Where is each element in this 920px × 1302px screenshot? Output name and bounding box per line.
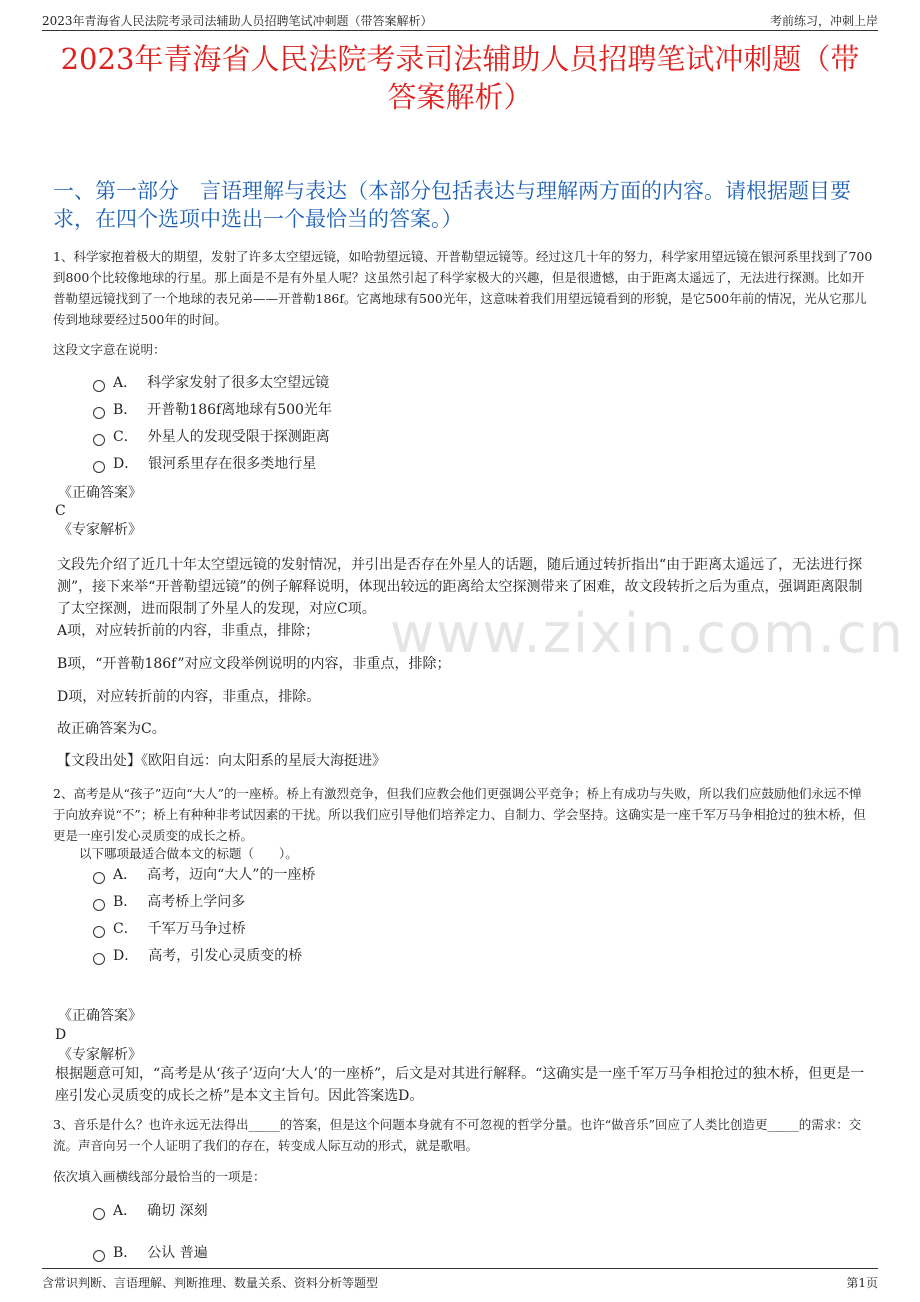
page-number: 第1页 xyxy=(846,1276,878,1290)
q3-prompt: 依次填入画横线部分最恰当的一项是： xyxy=(53,1169,266,1184)
header-title: 2023年青海省人民法院考录司法辅助人员招聘笔试冲刺题（带答案解析） xyxy=(42,14,433,28)
option-letter: B． xyxy=(113,894,138,910)
option-text: 开普勒186f离地球有500光年 xyxy=(147,402,332,418)
option-text: 科学家发射了很多太空望远镜 xyxy=(147,375,330,391)
q1-conclusion: 故正确答案为C。 xyxy=(57,721,166,737)
q2-option-d[interactable] xyxy=(93,946,302,966)
q1-analysis-label: 《专家解析》 xyxy=(58,522,142,538)
q1-analysis: 文段先介绍了近几十年太空望远镜的发射情况，并引出是否存在外星人的话题，随后通过转折指出“由于距离太遥远了，无法进行探测”，接下来举“开普勒望远镜”的例子解释说明，体现出较远的距离给太空探测带来了困难，故文段转折之后为重点，强调距离限制了太空探测，进而限制了外星人的发现，对应C项。 xyxy=(57,557,863,617)
radio-icon[interactable] xyxy=(93,434,105,446)
option-letter: B． xyxy=(113,402,138,418)
option-letter: A． xyxy=(113,1203,138,1219)
q1-option-a[interactable] xyxy=(93,373,329,393)
q3-option-b[interactable] xyxy=(93,1243,208,1263)
option-text: 高考桥上学问多 xyxy=(147,894,246,910)
q1-option-b[interactable] xyxy=(93,400,332,420)
q1-answer: C xyxy=(55,503,66,519)
q1-source: 【文段出处】《欧阳自远：向太阳系的星辰大海挺进》 xyxy=(57,753,386,769)
option-letter: D． xyxy=(113,456,139,472)
q1-analysis-d: D项，对应转折前的内容，非重点，排除。 xyxy=(57,689,321,705)
document-title: 2023年青海省人民法院考录司法辅助人员招聘笔试冲刺题（带答案解析） xyxy=(60,42,860,114)
q2-answer: D xyxy=(55,1027,67,1043)
radio-icon[interactable] xyxy=(93,407,105,419)
footer-note: 含常识判断、言语理解、判断推理、数量关系、资料分析等题型 xyxy=(42,1276,379,1290)
radio-icon[interactable] xyxy=(93,926,105,938)
option-letter: A． xyxy=(113,375,138,391)
q1-option-d[interactable] xyxy=(93,454,316,474)
q3-option-a[interactable] xyxy=(93,1201,208,1221)
q2-prompt: 以下哪项最适合做本文的标题（ ）。 xyxy=(79,846,298,861)
option-text: 千军万马争过桥 xyxy=(147,921,246,937)
q1-option-c[interactable] xyxy=(93,427,330,447)
option-text: 公认 普遍 xyxy=(147,1245,208,1261)
q2-analysis-label: 《专家解析》 xyxy=(58,1047,142,1063)
q2-option-b[interactable] xyxy=(93,892,245,912)
page-header xyxy=(42,8,878,31)
option-text: 外星人的发现受限于探测距离 xyxy=(147,429,330,445)
radio-icon[interactable] xyxy=(93,461,105,473)
option-letter: C． xyxy=(113,429,138,445)
q1-answer-label: 《正确答案》 xyxy=(58,485,142,501)
q2-answer-label: 《正确答案》 xyxy=(58,1008,142,1024)
option-text: 高考，引发心灵质变的桥 xyxy=(148,948,303,964)
option-letter: A． xyxy=(113,867,138,883)
radio-icon[interactable] xyxy=(93,1208,105,1220)
q2-option-a[interactable] xyxy=(93,865,315,885)
watermark: www.zixin.com.cn xyxy=(390,602,905,665)
radio-icon[interactable] xyxy=(93,1250,105,1262)
q2-analysis: 根据题意可知，“高考是从‘孩子’迈向‘大人’的一座桥”，后文是对其进行解释。“这确实是一座千军万马争相抢过的独木桥，但更是一座引发心灵质变的成长之桥”是本文主旨句。因此答案选D。 xyxy=(55,1066,865,1104)
q1-analysis-b: B项，“开普勒186f”对应文段举例说明的内容，非重点，排除； xyxy=(57,656,451,672)
header-slogan: 考前练习，冲刺上岸 xyxy=(769,14,878,28)
q1-prompt: 这段文字意在说明： xyxy=(53,342,166,357)
radio-icon[interactable] xyxy=(93,872,105,884)
q1-text: 1、科学家抱着极大的期望，发射了许多太空望远镜，如哈勃望远镜、开普勒望远镜等。经过这几十年的努力，科学家用望远镜在银河系里找到了700到800个比较像地球的行星。那上面是不是有外星人呢？这虽然引起了科学家极大的兴趣，但是很遗憾，由于距离太遥远了，无法进行探测。比如开普勒望远镜找到了一个地球的表兄弟——开普勒186f。它离地球有500光年，这意味着我们用望远镜看到的形貌，是它500年前的情况，光从它那儿传到地球要经过500年的时间。 xyxy=(53,249,873,327)
q1-analysis-a: A项，对应转折前的内容，非重点，排除； xyxy=(57,623,320,639)
option-letter: B． xyxy=(113,1245,138,1261)
option-text: 确切 深刻 xyxy=(147,1203,208,1219)
option-text: 高考，迈向“大人”的一座桥 xyxy=(147,867,316,883)
section-heading: 一、第一部分 言语理解与表达（本部分包括表达与理解两方面的内容。请根据题目要求，在四个选项中选出一个最恰当的答案。） xyxy=(53,179,851,231)
page-footer xyxy=(42,1268,878,1293)
radio-icon[interactable] xyxy=(93,899,105,911)
option-letter: C． xyxy=(113,921,138,937)
q2-text: 2、高考是从“孩子”迈向“大人”的一座桥。桥上有激烈竞争，但我们应教会他们更强调公平竞争；桥上有成功与失败，所以我们应鼓励他们永远不惮于向放弃说“不”；桥上有种种非考试因素的干扰。所以我们应引导他们培养定力、自制力、学会坚持。这确实是一座千军万马争相抢过的独木桥，但更是一座引发心灵质变的成长之桥。 xyxy=(53,786,866,843)
radio-icon[interactable] xyxy=(93,953,105,965)
option-letter: D． xyxy=(113,948,139,964)
q3-text: 3、音乐是什么？也许永远无法得出_____的答案，但是这个问题本身就有不可忽视的哲学分量。也许“做音乐”回应了人类比创造更_____的需求：交流。声音向另一个人证明了我们的存在，转变成人际互动的形式，就是歌唱。 xyxy=(53,1117,862,1153)
option-text: 银河系里存在很多类地行星 xyxy=(148,456,317,472)
q2-option-c[interactable] xyxy=(93,919,246,939)
radio-icon[interactable] xyxy=(93,380,105,392)
